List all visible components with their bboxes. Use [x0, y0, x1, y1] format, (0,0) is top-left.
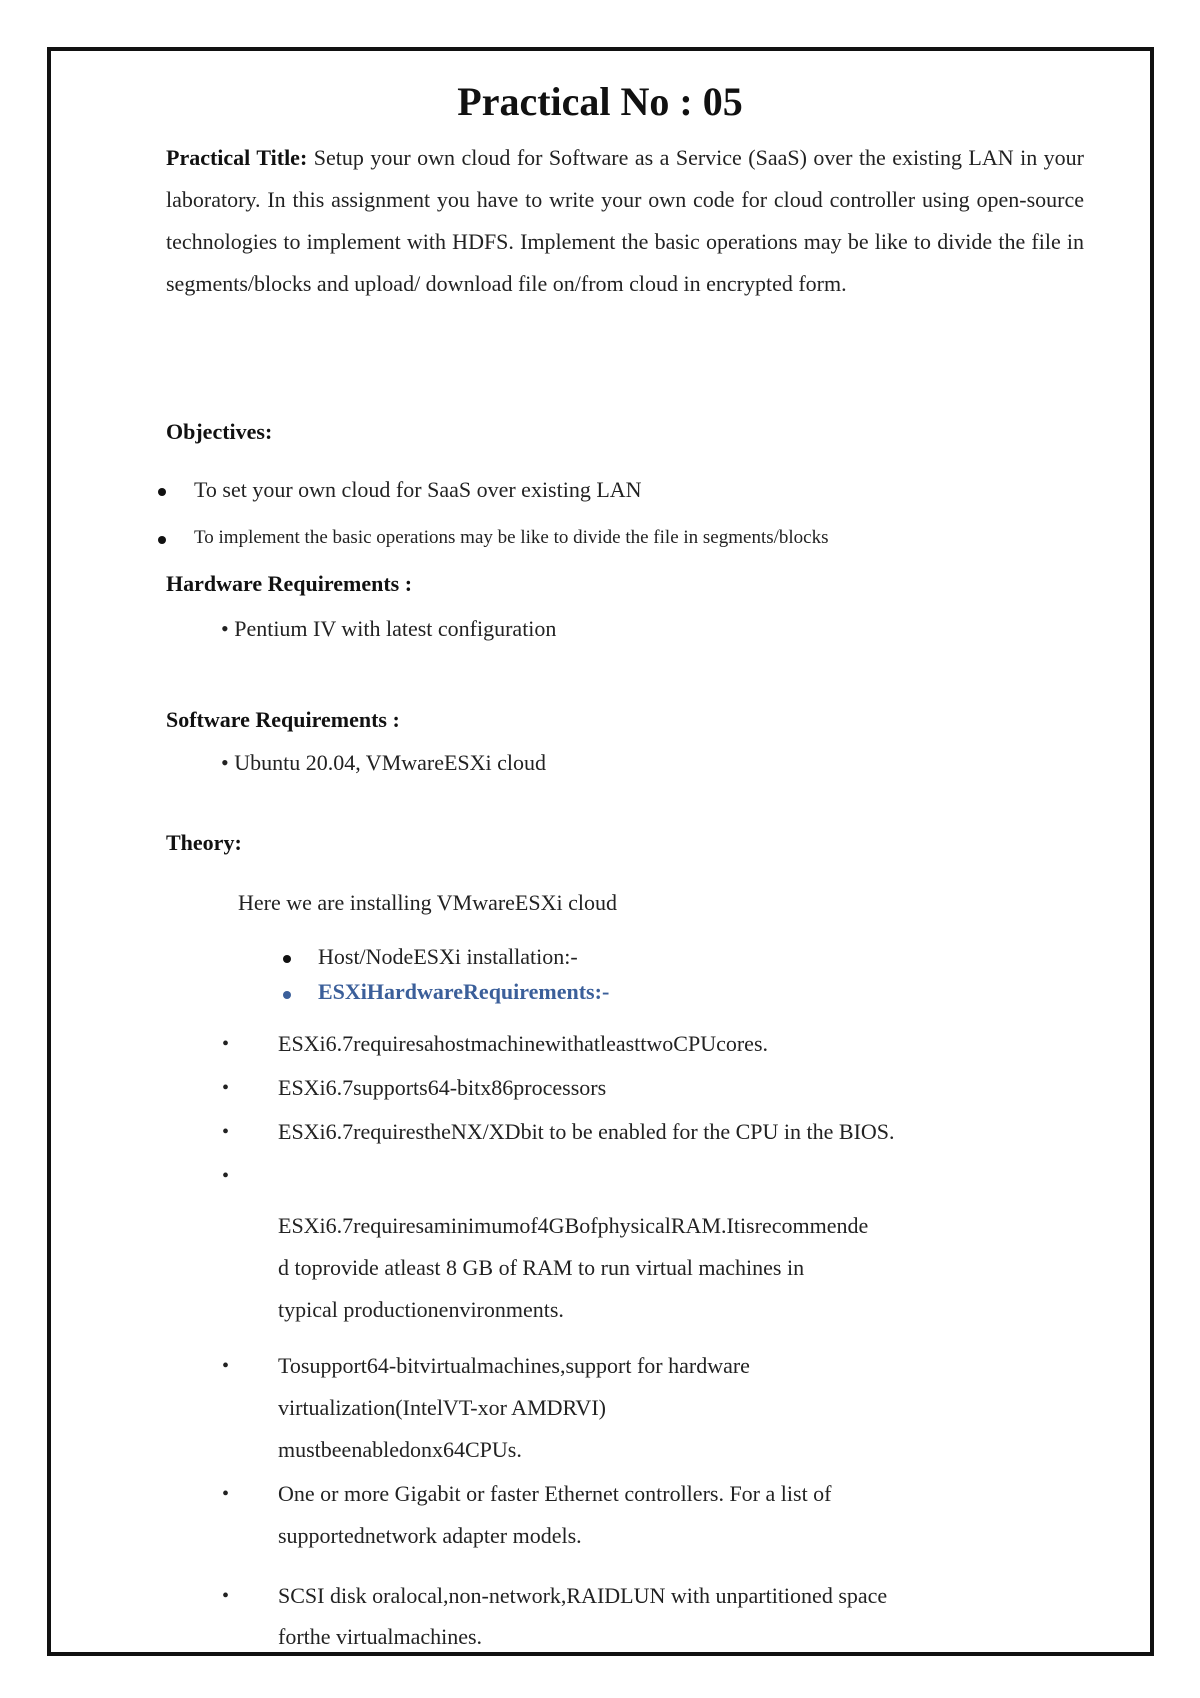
bullet-dot [158, 488, 166, 496]
theory-sub-item: Host/NodeESXi installation:- [318, 944, 578, 969]
requirement-bullet: • [222, 1121, 230, 1143]
objective-item: To set your own cloud for SaaS over existing LAN [194, 477, 642, 502]
bullet-dot [158, 536, 166, 544]
requirement-line: mustbeenabledonx64CPUs. [278, 1437, 522, 1462]
requirement-line: ESXi6.7requiresahostmachinewithatleasttwoCPUcores. [278, 1031, 769, 1056]
requirement-line: SCSI disk oralocal,non-network,RAIDLUN with unpartitioned space [278, 1583, 888, 1608]
requirement-bullet: • [222, 1483, 230, 1505]
software-item: • Ubuntu 20.04, VMwareESXi cloud [221, 750, 547, 775]
objective-item: To implement the basic operations may be like to divide the file in segments/blocks [194, 527, 829, 548]
requirement-line: ESXi6.7requirestheNX/XDbit to be enabled for the CPU in the BIOS. [278, 1119, 895, 1144]
requirement-bullet: • [222, 1033, 230, 1055]
requirement-line: Tosupport64-bitvirtualmachines,support for hardware [278, 1353, 750, 1378]
hardware-heading: Hardware Requirements : [166, 571, 413, 596]
practical-title-label: Practical Title: [166, 145, 308, 170]
bullet-dot [283, 955, 291, 963]
requirement-line: ESXi6.7requiresaminimumof4GBofphysicalRAM.Itisrecommende [278, 1213, 869, 1238]
theory-heading: Theory: [166, 830, 242, 855]
requirement-bullet: • [222, 1077, 230, 1099]
software-heading: Software Requirements : [166, 707, 400, 732]
requirement-bullet: • [222, 1585, 230, 1607]
requirement-line: One or more Gigabit or faster Ethernet controllers. For a list of [278, 1481, 832, 1506]
requirement-line: d toprovide atleast 8 GB of RAM to run virtual machines in [278, 1255, 805, 1280]
requirement-line: supportednetwork adapter models. [278, 1523, 582, 1548]
requirement-bullet: • [222, 1165, 230, 1187]
objectives-heading: Objectives: [166, 419, 273, 444]
bullet-dot [283, 991, 291, 999]
hardware-item: • Pentium IV with latest configuration [221, 616, 557, 641]
requirement-line: forthe virtualmachines. [278, 1624, 483, 1649]
page-title: Practical No : 05 [457, 79, 743, 124]
requirement-line: ESXi6.7supports64-bitx86processors [278, 1075, 607, 1100]
theory-sub-item-highlight: ESXiHardwareRequirements:- [318, 979, 610, 1004]
practical-title-paragraph [166, 137, 1084, 305]
requirement-bullet: • [222, 1355, 230, 1377]
requirement-line: typical productionenvironments. [278, 1297, 564, 1322]
requirement-line: virtualization(IntelVT-xor AMDRVI) [278, 1395, 606, 1420]
practical-title-text: Setup your own cloud for Software as a Service (SaaS) over the existing LAN in your laboratory. In this assignment you have to write your own code for cloud controller using open-source technologies to implement with HDFS. Implement the basic operations may be like to divide the file in segments/blocks and upload/ download file on/from cloud in encrypted form. [166, 145, 1084, 296]
theory-intro: Here we are installing VMwareESXi cloud [238, 890, 617, 915]
